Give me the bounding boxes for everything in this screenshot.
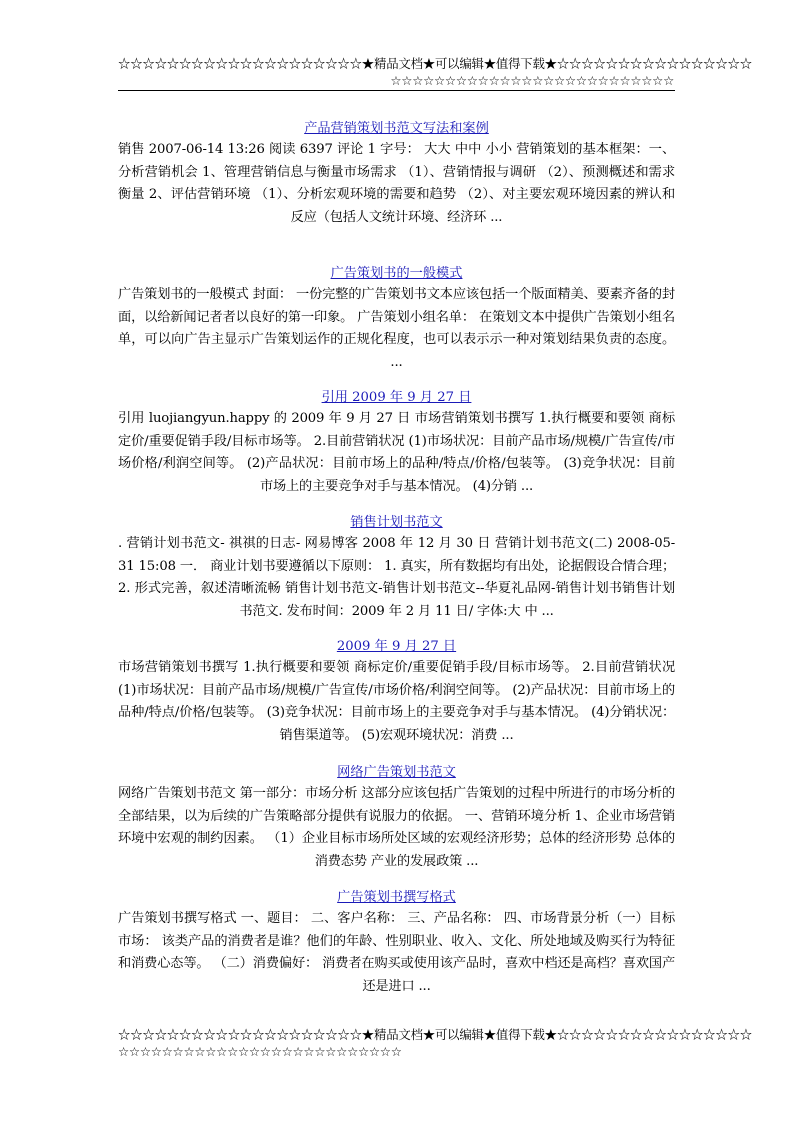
header-banner-line-1: ☆☆☆☆☆☆☆☆☆☆☆☆☆☆☆☆☆☆☆☆★精品文档★可以编辑★值得下载★☆☆☆☆☆☆☆☆☆☆☆☆☆☆☆☆	[118, 56, 752, 71]
result-title-link[interactable]: 网络广告策划书范文	[337, 765, 456, 780]
result-snippet: . 营销计划书范文- 祺祺的日志- 网易博客 2008 年 12 月 30 日 营销计划书范文(二) 2008-05-31 15:08 一． 商业计划书要遵循以下原则： 1. 真实，所有数据均有出处，论据假设合情合理； 2. 形式完善，叙述清晰流畅 销售计划书范文-销售计划书范文--华夏礼品网-销售计划书销售计划书范文. 发布时间：2009 年 2 月 11 日/ 字体:大 中 ...	[118, 536, 675, 619]
header-divider	[118, 90, 675, 91]
result-entry	[118, 388, 675, 498]
result-snippet: 广告策划书的一般模式 封面： 一份完整的广告策划书文本应该包括一个版面精美、要素齐备的封面，以给新闻记者者以良好的第一印象。 广告策划小组名单： 在策划文本中提供广告策划小组名单，可以向广告主显示广告策划运作的正规化程度，也可以表示示一种对策划结果负责的态度。 ...	[118, 287, 675, 370]
result-snippet: 广告策划书撰写格式 一、题目： 二、客户名称： 三、产品名称： 四、市场背景分析（一）目标市场： 该类产品的消费者是谁？他们的年龄、性别职业、收入、文化、所处地域及购买行为特征和消费心态等。 （二）消费偏好： 消费者在购买或使用该产品时，喜欢中档还是高档？喜欢国产还是进口 ...	[118, 911, 675, 994]
result-title-link[interactable]: 广告策划书撰写格式	[337, 890, 456, 905]
footer-banner-line-2: ☆☆☆☆☆☆☆☆☆☆☆☆☆☆☆☆☆☆☆☆☆☆☆☆☆☆	[118, 1044, 402, 1059]
result-title-link[interactable]: 产品营销策划书范文写法和案例	[304, 121, 489, 136]
result-title-link[interactable]: 引用 2009 年 9 月 27 日	[321, 390, 472, 405]
result-entry	[118, 763, 675, 873]
result-entry	[118, 264, 675, 374]
result-entry	[118, 119, 675, 229]
header-banner-line-2: ☆☆☆☆☆☆☆☆☆☆☆☆☆☆☆☆☆☆☆☆☆☆☆☆☆☆	[390, 73, 674, 88]
result-title-link[interactable]: 2009 年 9 月 27 日	[336, 639, 457, 654]
result-entry	[118, 513, 675, 623]
result-title-link[interactable]: 销售计划书范文	[350, 515, 443, 530]
result-snippet: 销售 2007-06-14 13:26 阅读 6397 评论 1 字号： 大大 中中 小小 营销策划的基本框架：一、分析营销机会 1、管理营销信息与衡量市场需求 （1）、营销情报与调研 （2）、预测概述和需求衡量 2、评估营销环境 （1）、分析宏观环境的需要和趋势 （2）、对主要宏观环境因素的辨认和反应（包括人文统计环境、经济环 ...	[118, 142, 675, 225]
result-entry	[118, 637, 675, 747]
result-snippet: 市场营销策划书撰写 1.执行概要和要领 商标定价/重要促销手段/目标市场等。 2.目前营销状况 (1)市场状况：目前产品市场/规模/广告宣传/市场价格/利润空间等。 (2)产品状况：目前市场上的品种/特点/价格/包装等。 (3)竞争状况：目前市场上的主要竞争对手与基本情况。 (4)分销状况：销售渠道等。 (5)宏观环境状况：消费 ...	[118, 660, 675, 743]
result-snippet: 引用 luojiangyun.happy 的 2009 年 9 月 27 日 市场营销策划书撰写 1.执行概要和要领 商标定价/重要促销手段/目标市场等。 2.目前营销状况 (1)市场状况：目前产品市场/规模/广告宣传/市场价格/利润空间等。 (2)产品状况：目前市场上的品种/特点/价格/包装等。 (3)竞争状况：目前市场上的主要竞争对手与基本情况。 (4)分销 ...	[118, 411, 675, 494]
result-snippet: 网络广告策划书范文 第一部分：市场分析 这部分应该包括广告策划的过程中所进行的市场分析的全部结果，以为后续的广告策略部分提供有说服力的依据。 一、营销环境分析 1、企业市场营销环境中宏观的制约因素。 （1）企业目标市场所处区域的宏观经济形势；总体的经济形势 总体的消费态势 产业的发展政策 ...	[118, 786, 675, 869]
result-entry	[118, 888, 675, 998]
page-header	[118, 55, 752, 89]
footer-banner-line-1: ☆☆☆☆☆☆☆☆☆☆☆☆☆☆☆☆☆☆☆☆★精品文档★可以编辑★值得下载★☆☆☆☆☆☆☆☆☆☆☆☆☆☆☆☆	[118, 1027, 752, 1042]
page-footer	[118, 1026, 752, 1060]
result-title-link[interactable]: 广告策划书的一般模式	[330, 266, 463, 281]
